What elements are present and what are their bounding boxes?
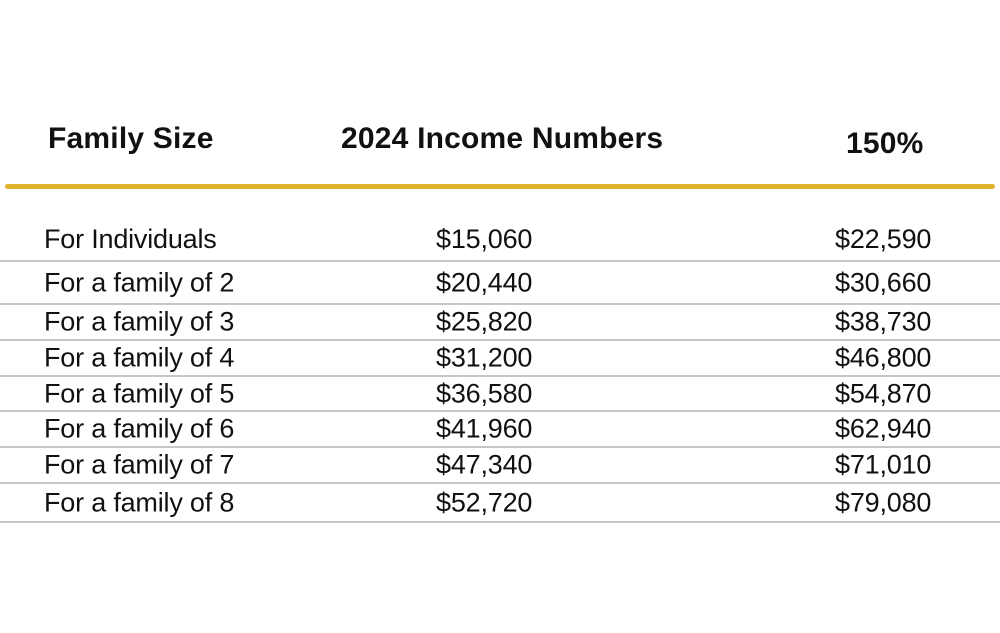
table-row (0, 377, 1000, 412)
table-row (0, 305, 1000, 341)
income-value-cell: $36,580 (436, 378, 533, 408)
table-row (0, 484, 1000, 523)
table-body (0, 189, 1000, 523)
family-size-cell: For a family of 3 (44, 306, 235, 337)
family-size-cell: For a family of 4 (44, 342, 235, 373)
pct150-value-cell: $71,010 (835, 449, 932, 480)
income-value-cell: $31,200 (436, 342, 533, 373)
pct150-value-cell: $46,800 (835, 342, 932, 373)
table-row (0, 189, 1000, 262)
pct150-value-cell: $22,590 (835, 224, 932, 254)
income-value-cell: $52,720 (436, 487, 533, 517)
pct150-value-cell: $54,870 (835, 378, 932, 408)
family-size-cell: For a family of 2 (44, 267, 235, 297)
pct150-value-cell: $79,080 (835, 487, 932, 517)
income-value-cell: $25,820 (436, 306, 533, 337)
header-150-percent: 150% (846, 127, 924, 160)
family-size-cell: For a family of 7 (44, 449, 235, 480)
header-family-size: Family Size (48, 122, 214, 155)
table-row (0, 448, 1000, 484)
family-size-cell: For Individuals (44, 224, 217, 254)
family-size-cell: For a family of 5 (44, 378, 235, 408)
pct150-value-cell: $62,940 (835, 413, 932, 444)
income-value-cell: $47,340 (436, 449, 533, 480)
pct150-value-cell: $38,730 (835, 306, 932, 337)
income-value-cell: $20,440 (436, 267, 533, 297)
family-size-cell: For a family of 6 (44, 413, 235, 444)
table-row (0, 412, 1000, 448)
income-value-cell: $15,060 (436, 224, 533, 254)
header-income-numbers: 2024 Income Numbers (341, 122, 664, 155)
pct150-value-cell: $30,660 (835, 267, 932, 297)
family-size-cell: For a family of 8 (44, 487, 235, 517)
table-row (0, 262, 1000, 305)
table-row (0, 341, 1000, 377)
income-value-cell: $41,960 (436, 413, 533, 444)
